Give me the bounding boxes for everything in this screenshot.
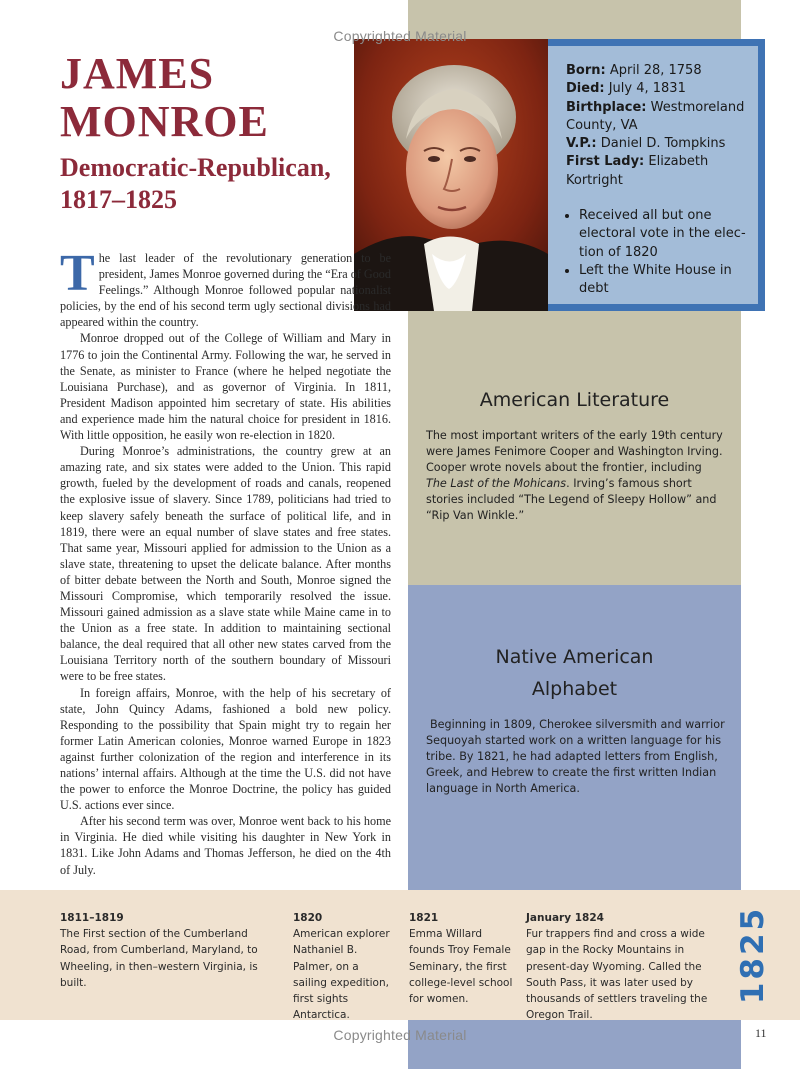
article-paragraph [60,245,391,330]
sidebar-alphabet-heading-line2: Alphabet [531,678,618,700]
fact-first-lady [566,153,746,190]
facts-box [548,39,765,311]
timeline-date: 1811–1819 [60,912,124,924]
watermark-top: Copyrighted Material [333,28,467,44]
article-body [60,245,391,878]
timeline-text: American explorer Nathaniel B. Palmer, on a sailing expedition, first sights Antarctica. [293,928,390,1022]
timeline-date: January 1824 [526,912,604,924]
timeline-item [293,910,396,1023]
article-paragraph: After his second term was over, Monroe went back to his home in Virginia. He died while visiting his daughter in New York in 1831. Like John Adams and Thomas Jefferson, he died on the 4th of July. [60,814,391,877]
timeline-strip [0,890,800,1020]
timeline-date: 1821 [409,912,439,924]
timeline-text: Fur trappers find and cross a wide gap in the Rocky Mountains in present-day Wyoming. Called the South Pass, it was later used by thousands of settlers traveling the Oregon Trail. [526,928,708,1022]
fact-born-label: Born: [566,63,606,78]
sidebar-literature-book-title: The Last of the Mohicans [426,477,567,490]
timeline-item [60,910,275,991]
page-subtitle [60,152,360,216]
watermark-bottom: Copyrighted Material [333,1027,467,1043]
article-paragraph: Monroe dropped out of the College of William and Mary in 1776 to join the Continental Army. Following the war, he served in the Senate, as minister to France (where he helped negotiate the Louisiana Purchase), and as governor of Virginia. In 1811, President Madison appointed him secretary of state. His abilities and experience made him the natural choice for president in 1816. With little opposition, he easily won re-election in 1820. [60,331,391,443]
article-paragraph: During Monroe’s administrations, the country grew at an amazing rate, and six states were added to the Union. This rapid growth, fueled by the development of roads and canals, reopened the explosive issue of slavery. Since 1789, politicians had tried to keep slavery safely beneath the surface of political life, and in 1819, there were an equal number of slave states and free states. That same year, Missouri applied for admission to the Union as a slave state, threatening to upset the delicate balance. After months of bitter debate between the North and South, Monroe signed the Missouri Compromise, which temporarily resolved the issue. Missouri gained admission as a slave state while Maine came in to the Union as a free state. In addition to maintaining sectional balance, the deal required that all other new states carved from the Louisiana Territory north of the southern boundary of Missouri were to be free states. [60,444,391,684]
fact-vp-value: Daniel D. Tompkins [600,136,726,152]
facts-bullet-list [566,207,746,298]
fact-died-label: Died: [566,81,605,97]
timeline-text: The First section of the Cumberland Road, from Cumberland, Maryland, to Wheeling, in then–western Virginia, is built. [60,928,258,989]
subtitle-line-2: 1817–1825 [60,185,177,214]
timeline-item [409,910,513,1007]
timeline-text: Emma Willard founds Troy Female Seminary, the first college-level school for women. [409,928,513,1006]
fact-died-value: July 4, 1831 [608,81,686,97]
sidebar-alphabet-heading-line1: Native American [495,646,654,668]
timeline-year-marker [718,890,788,1020]
title-line-1: JAMES [60,49,215,98]
article-paragraph: In foreign affairs, Monroe, with the help of his secretary of state, John Quincy Adams, fashioned a bold new policy. Responding to the possibility that Spain might try to regain her former Latin American colonies, Monroe warned Europe in 1823 against further colonization of the region and interference in its nations’ internal affairs. Although at the time the U.S. did not have the power to enforce the Monroe Doctrine, the policy has guided U.S. actions ever since. [60,685,391,813]
fact-born [566,62,746,80]
page-number: 11 [755,1026,767,1040]
fact-birthplace-label: Birthplace: [566,99,647,115]
fact-birthplace-value: Westmoreland County, VA [566,99,745,133]
sidebar-alphabet-text: Beginning in 1809, Cherokee silversmith and warrior Sequoyah started work on a written language for his tribe. By 1821, he had adapted letters from English, Greek, and Hebrew to create the first written Indian language in North America. [426,718,725,795]
facts-bullet: • Left the White House in debt [579,262,746,299]
fact-birthplace [566,99,746,136]
fact-born-value: April 28, 1758 [609,63,702,78]
fact-first-lady-label: First Lady: [566,154,645,170]
article-paragraph-text: he last leader of the revolutionary generation to be president, James Monroe governed during the “Era of Good Feelings.” Although Monroe followed popular nationalist policies, by the end of his second term ugly sectional divisions had appeared within the country. [60,251,391,330]
sidebar-literature-text [426,428,726,524]
timeline-item [526,910,724,1023]
fact-died [566,80,746,98]
sidebar-literature-text-part1: The most important writers of the early 19th century were James Fenimore Cooper and Washington Irving. Cooper wrote novels about the frontier, including [426,429,723,474]
facts-bullet: • Received all but one electoral vote in the elec-tion of 1820 [579,207,746,262]
title-line-2: MONROE [60,97,269,146]
sidebar-alphabet-heading [408,641,741,705]
drop-cap: T [60,245,95,302]
fact-vp [566,135,746,153]
page-title [60,50,269,146]
timeline-year: 1825 [735,905,771,1005]
sidebar-literature-text-part2: . Irving’s famous short stories included “The Legend of Sleepy Hollow” and “Rip Van Winkle.” [426,477,717,522]
timeline-date: 1820 [293,912,323,924]
subtitle-line-1: Democratic-Republican, [60,153,331,182]
fact-first-lady-value: Elizabeth Kortright [566,154,709,188]
sidebar-literature-heading: American Literature [479,389,670,411]
fact-vp-label: V.P.: [566,136,597,152]
